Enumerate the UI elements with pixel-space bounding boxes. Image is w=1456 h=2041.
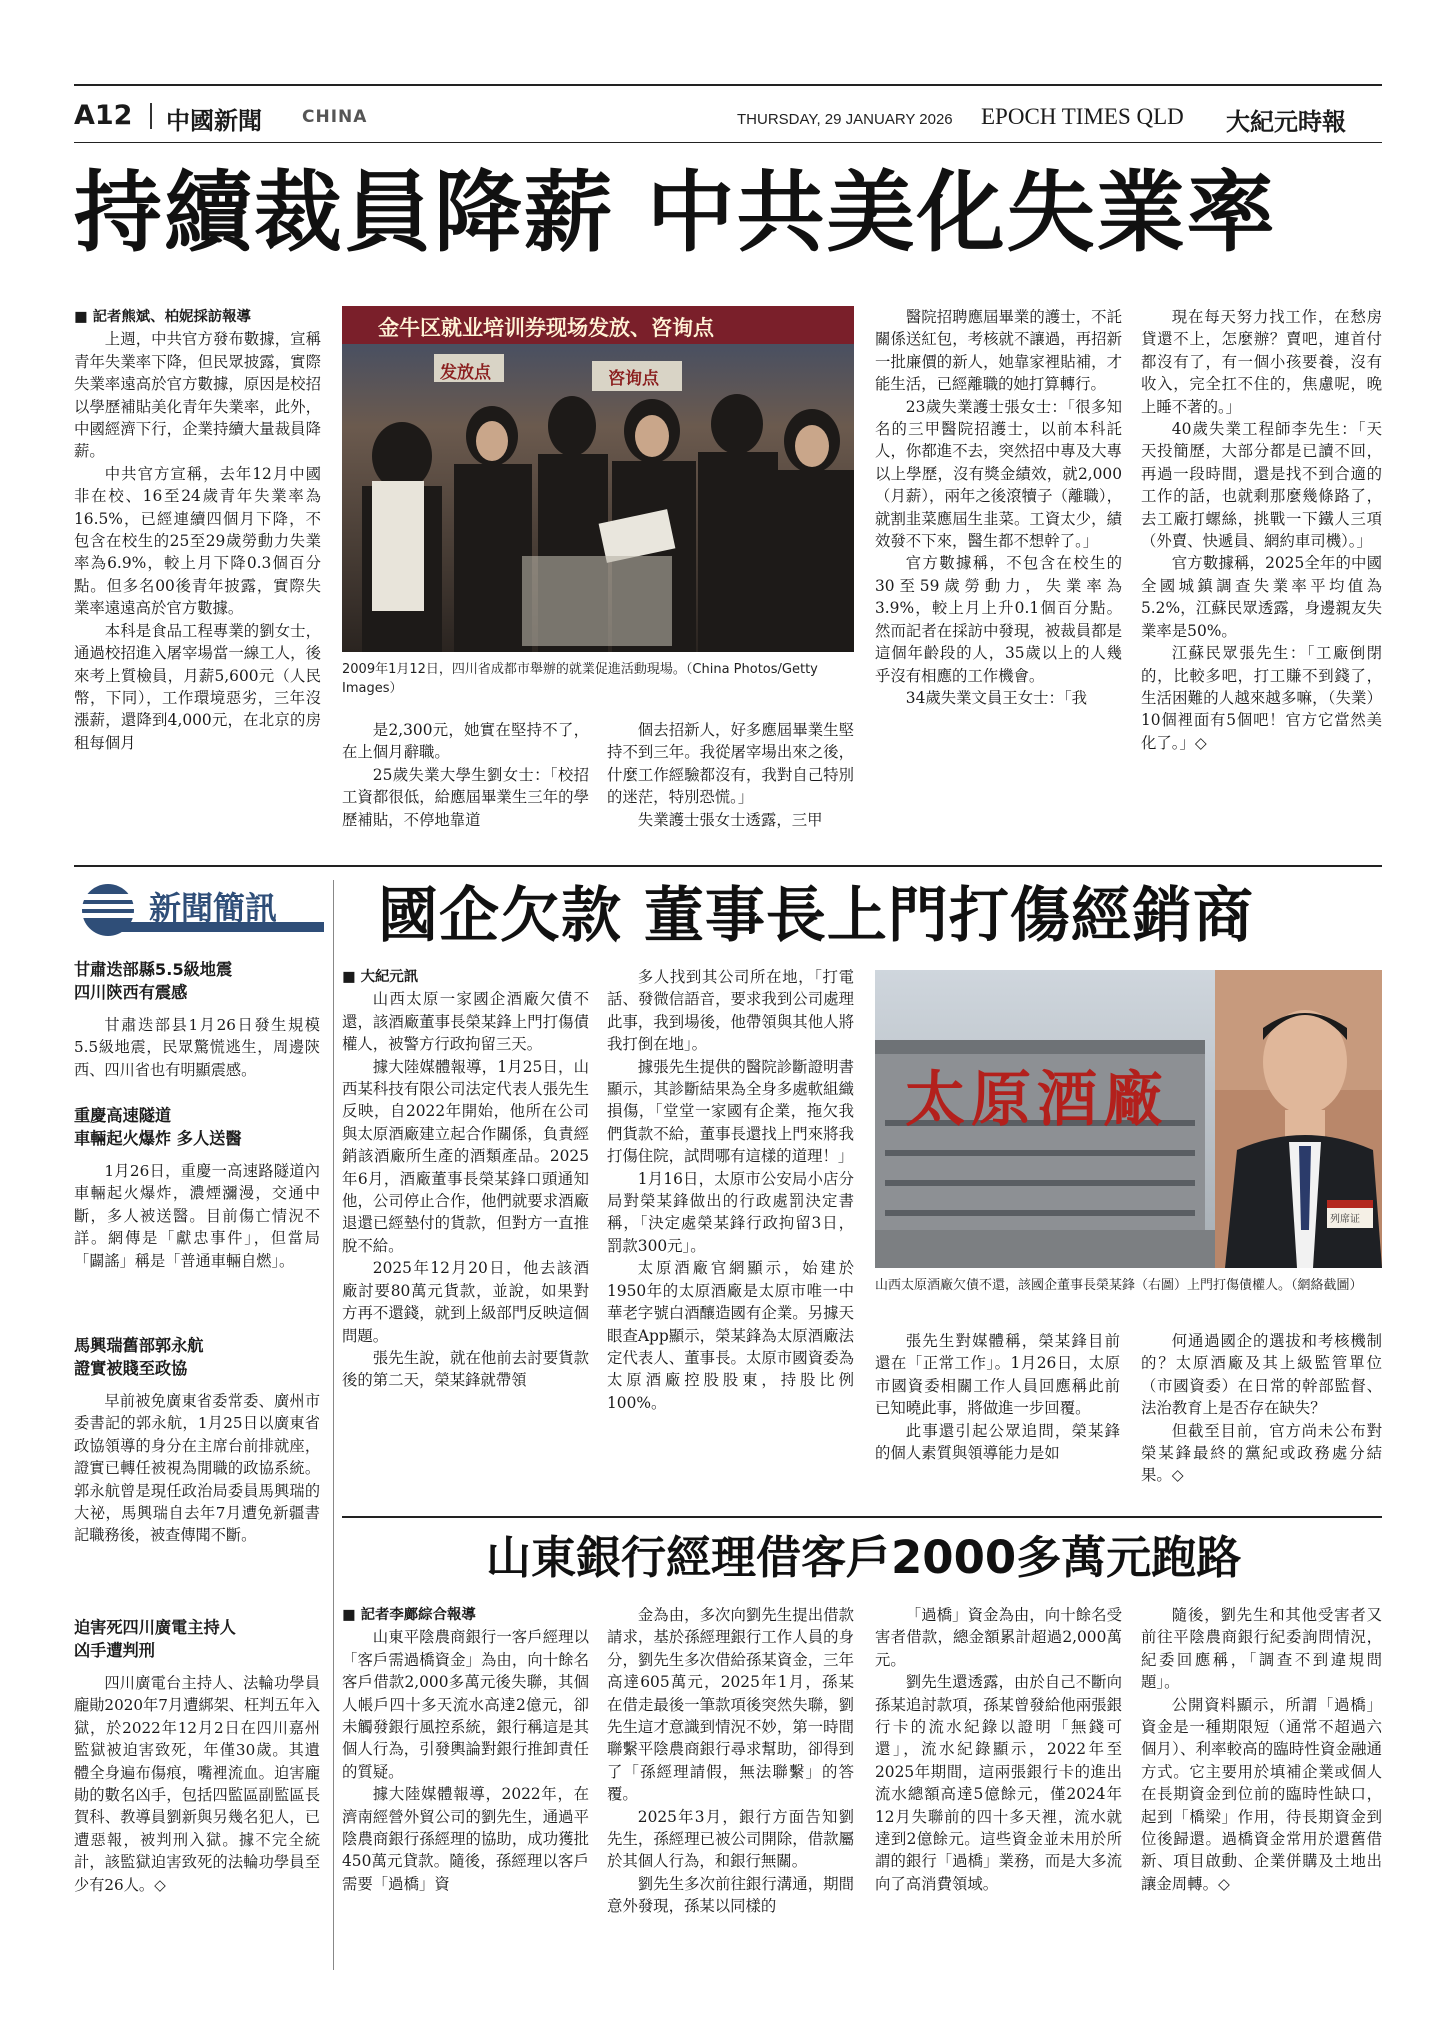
- photo-sign-text: 太原酒廠: [905, 1065, 1169, 1135]
- section-title-en: CHINA: [302, 107, 368, 127]
- article3-paragraph: 2025年3月，銀行方面告知劉先生，孫經理已被公司開除，借款屬於其個人行為，和銀行無關。: [607, 1807, 854, 1871]
- article2-photo: [875, 970, 1382, 1268]
- masthead-en: EPOCH TIMES QLD: [981, 104, 1184, 129]
- article3-paragraph: 劉先生還透露，由於自己不斷向孫某追討款項，孫某曾發給他兩張銀行卡的流水紀錄以證明「無錢可還」，流水紀錄顯示，2022年至2025年期間，這兩張銀行卡的進出流水總額高達5億餘元，僅2024年12月失聯前的四十多天裡，流水就達到2億餘元。這些資金並未用於所謂的銀行「過橋」業務，而是大多流向了高消費領域。: [875, 1673, 1122, 1893]
- article2-photo-caption: 山西太原酒廠欠債不還，該國企董事長榮某鋒（右圖）上門打傷債權人。（網絡截圖）: [875, 1278, 1363, 1293]
- brief-title: 迫害死四川廣電主持人: [74, 1618, 236, 1637]
- article3-column-4: [1141, 1604, 1382, 1970]
- photo-banner-text: 金牛区就业培训券现场发放、咨询点: [378, 316, 714, 340]
- article1-photo: [342, 306, 854, 652]
- briefs-title: 新聞簡訊: [149, 889, 278, 927]
- brief-title: 凶手遭判刑: [74, 1641, 155, 1660]
- article1-paragraph: 40歲失業工程師李先生：「天天投簡歷，大部分都是已讀不回，再過一段時間，還是找不到合適的工作的話，也就剩那麼幾條路了，去工廠打螺絲，挑戰一下鐵人三項（外賣、快遞員、網約車司機）。」: [1141, 420, 1382, 551]
- article2-paragraph: 1月16日，太原市公安局小店分局對榮某鋒做出的行政處罰決定書稱，「決定處榮某鋒行政拘留3日，罰款300元」。: [607, 1169, 854, 1255]
- article1-paragraph: 個去招新人，好多應屆畢業生堅持不到三年。我從屠宰場出來之後，什麼工作經驗都沒有，我對自己特別的迷茫，特別恐慌。」: [607, 721, 854, 807]
- brief-title: 車輛起火爆炸 多人送醫: [74, 1129, 242, 1148]
- article1-column-1: [74, 306, 321, 852]
- article1-column-4: [875, 306, 1122, 854]
- article3-column-1: [342, 1604, 589, 1970]
- article1-headline: 持續裁員降薪 中共美化失業率: [74, 161, 1277, 264]
- article3-column-2: [607, 1604, 854, 1970]
- article2-paragraph: 張先生說，就在他前去討要貨款後的第二天，榮某鋒就帶領: [342, 1348, 589, 1390]
- article1-paragraph: 失業護士張女士透露，三甲: [637, 810, 823, 829]
- article2-paragraph: 山西太原一家國企酒廠欠債不還，該酒廠董事長榮某鋒上門打傷債權人，被警方行政拘留三天。: [342, 990, 589, 1054]
- article2-headline: 國企欠款 董事長上門打傷經銷商: [378, 881, 1254, 951]
- article3-byline: ■ 記者李鄺綜合報導: [342, 1604, 589, 1626]
- article1-paragraph: 34歲失業文員王女士：「我: [905, 688, 1087, 707]
- section-rule: [74, 865, 1382, 867]
- brief-body: 甘肅迭部县1月26日發生規模5.5級地震，民眾驚慌逃生，周邊陝西、四川省也有明顯震感。: [74, 1016, 320, 1079]
- article3-paragraph: 山東平陰農商銀行一客戶經理以「客戶需過橋資金」為由，向十餘名客戶借款2,000多萬元後失聯，其個人帳戶四十多天流水高達2億元，卻未觸發銀行風控系統，銀行稱這是其個人行為，引發輿論對銀行推卸責任的質疑。: [342, 1628, 589, 1781]
- article1-paragraph: 現在每天努力找工作，在愁房貸還不上，怎麼辦？賣吧，連首付都沒有了，有一個小孩要養，沒有收入，完全扛不住的，焦慮呢，晚上睡不著的。」: [1141, 308, 1382, 416]
- section-rule: [342, 1516, 1382, 1518]
- page-number: A12: [74, 100, 133, 131]
- article3-paragraph: 劉先生多次前往銀行溝通，期間意外發現，孫某以同樣的: [607, 1874, 854, 1916]
- article1-paragraph: 是2,300元，她實在堅持不了，在上個月辭職。: [342, 721, 589, 762]
- article2-paragraph: 多人找到其公司所在地，「打電話、發微信語音，要求我到公司處理此事，我到場後，他帶領與其他人將我打倒在地」。: [607, 968, 854, 1054]
- article3-paragraph: 金為由，多次向劉先生提出借款請求，基於孫經理銀行工作人員的身分，劉先生多次借給孫某資金，三年高達605萬元，2025年1月，孫某在借走最後一筆款項後突然失聯，劉先生這才意識到情況不妙，第一時間聯繫平陰農商銀行尋求幫助，卻得到了「孫經理請假，無法聯繫」的答覆。: [607, 1606, 854, 1804]
- article1-column-3: [607, 719, 854, 854]
- article2-paragraph: 2025年12月20日，他去該酒廠討要80萬元貨款，並說，如果對方再不還錢，就到上級部門反映這個問題。: [342, 1259, 589, 1345]
- brief-body: 四川廣電台主持人、法輪功學員龐勛2020年7月遭綁架、枉判五年入獄，於2022年12月2日在四川嘉州監獄被迫害致死，年僅30歲。其遺體全身遍布傷痕，嘴裡流血。迫害龐勛的數名凶手，包括四監區副監區長賀科、教導員劉新與另幾名犯人，已遭惡報，被判刑入獄。據不完全統計，該監獄迫害致死的法輪功學員至少有26人。◇: [74, 1674, 320, 1894]
- brief-title: 甘肅迭部縣5.5級地震: [74, 960, 233, 979]
- brief-title: 馬興瑞舊部郭永航: [74, 1336, 204, 1355]
- article1-paragraph: 官方數據稱，不包含在校生的30至59歲勞動力，失業率為3.9%，較上月上升0.1個百分點。然而記者在採訪中發現，被裁員都是這個年齡段的人，35歲以上的人幾乎沒有相應的工作機會。: [875, 554, 1122, 685]
- article2-paragraph: 據張先生提供的醫院診斷證明書顯示，其診斷結果為全身多處軟組織損傷，「堂堂一家國有企業，拖欠我們貨款不給，董事長還找上門來將我打傷住院，試問哪有這樣的道理！」: [607, 1057, 854, 1166]
- article1-photo-caption: 2009年1月12日，四川省成都市舉辦的就業促進活動現場。（China Photos/Getty Images）: [342, 662, 818, 696]
- brief-title: 重慶高速隧道: [74, 1106, 172, 1125]
- article2-paragraph: 但截至目前，官方尚未公布對榮某鋒最終的黨紀或政務處分結果。◇: [1141, 1421, 1382, 1485]
- article1-column-2: [342, 719, 589, 854]
- article1-paragraph: 中共官方宣稱，去年12月中國非在校、16至24歲青年失業率為16.5%，已經連續四個月下降，不包含在校生的25至29歲勞動力失業率為6.9%，較上月下降0.3個百分點。但多名00後青年披露，實際失業率遠遠高於官方數據。: [74, 464, 321, 618]
- article1-paragraph: 官方數據稱，2025全年的中國全國城鎮調查失業率平均值為5.2%，江蘇民眾透露，身邊親友失業率是50%。: [1141, 554, 1382, 640]
- section-title: 中國新聞: [166, 107, 262, 135]
- article3-column-3: [875, 1604, 1122, 1970]
- article2-column-2: [607, 966, 854, 1506]
- photo-sign-text: 咨询点: [608, 369, 659, 389]
- brief-item: [74, 1104, 320, 1272]
- masthead-zh: 大紀元時報: [1226, 107, 1346, 136]
- photo-badge-text: 列席证: [1330, 1214, 1360, 1225]
- brief-body: 早前被免廣東省委常委、廣州市委書記的郭永航，1月25日以廣東省政協領導的身分在主席台前排就座，證實已轉任被視為閒職的政協系統。郭永航曾是現任政治局委員馬興瑞的大祕，馬興瑞自去年7月遭免新疆書記職務後，被查傳聞不斷。: [74, 1392, 320, 1545]
- article1-paragraph: 醫院招聘應屆畢業的護士，不託關係送紅包，考核就不讓過，再招新一批廉價的新人，她靠家裡貼補，才能生活，已經離職的她打算轉行。: [875, 308, 1122, 394]
- brief-title: 四川陝西有震感: [74, 983, 188, 1002]
- article1-paragraph: 23歲失業護士張女士：「很多知名的三甲醫院招護士，以前本科託人，你都進不去，突然招中專及大專以上學歷，沒有獎金績效，就2,000（月薪），兩年之後滾犢子（離職），就割韭菜應屆生韭菜。工資太少，績效發不下來，醫生都不想幹了。」: [875, 397, 1122, 551]
- article3-paragraph: 「過橋」資金為由，向十餘名受害者借款，總金額累計超過2,000萬元。: [875, 1606, 1122, 1669]
- article1-paragraph: 25歲失業大學生劉女士：「校招工資都很低，給應屆畢業生三年的學歷補貼，不停地靠道: [342, 765, 589, 829]
- brief-item: [74, 958, 320, 1081]
- brief-body: 1月26日，重慶一高速路隧道內車輛起火爆炸，濃煙瀰漫，交通中斷，多人被送醫。目前傷亡情況不詳。網傳是「獻忠事件」，但當局「闢謠」稱是「普通車輛自燃」。: [74, 1162, 320, 1270]
- header-top-rule: [74, 84, 1382, 86]
- article1-paragraph: 本科是食品工程專業的劉女士，通過校招進入屠宰場當一線工人，後來考上質檢員，月薪5,600元（人民幣，下同），工作環境惡劣，三年沒漲薪，還降到4,000元，在北京的房租每個月: [74, 621, 321, 752]
- brief-title: 證實被賤至政協: [74, 1359, 188, 1378]
- header-bottom-rule: [74, 142, 1382, 143]
- article3-headline: 山東銀行經理借客戶2000多萬元跑路: [486, 1531, 1242, 1584]
- article2-paragraph: 據大陸媒體報導，1月25日，山西某科技有限公司法定代表人張先生反映，自2022年開始，他所在公司與太原酒廠建立起合作關係，負責經銷該酒廠所生產的酒類產品。2025年6月，酒廠董事長榮某鋒口頭通知他，公司停止合作，他們就要求酒廠退還已經墊付的貨款，但對方一直推脫不給。: [342, 1057, 589, 1255]
- article3-paragraph: 隨後，劉先生和其他受害者又前往平陰農商銀行紀委詢問情況，紀委回應稱，「調查不到違規問題」。: [1141, 1606, 1382, 1692]
- article3-paragraph: 公開資料顯示，所謂「過橋」資金是一種期限短（通常不超過六個月）、利率較高的臨時性資金融通方式。它主要用於填補企業或個人在長期資金到位前的臨時性缺口，起到「橋梁」作用，待長期資金到位後歸還。過橋資金常用於還舊借新、項目啟動、企業併購及土地出讓金周轉。◇: [1141, 1695, 1382, 1893]
- article2-paragraph: 此事還引起公眾追問，榮某鋒的個人素質與領導能力是如: [875, 1421, 1120, 1463]
- article1-paragraph: 江蘇民眾張先生：「工廠倒閉的，比較多吧，打工賺不到錢了，生活困難的人越來越多嘛，（失業）10個裡面有5個吧！官方它當然美化了。」◇: [1141, 644, 1382, 752]
- article3-paragraph: 據大陸媒體報導，2022年，在濟南經營外貿公司的劉先生，通過平陰農商銀行孫經理的協助，成功獲批450萬元貸款。隨後，孫經理以客戶需要「過橋」資: [342, 1785, 589, 1893]
- article2-paragraph: 太原酒廠官網顯示，始建於1950年的太原酒廠是太原市唯一中華老字號白酒釀造國有企業。另據天眼查App顯示，榮某鋒為太原酒廠法定代表人、董事長。太原市國資委為太原酒廠控股股東，持股比例100%。: [607, 1259, 854, 1412]
- article2-paragraph: 何通過國企的選拔和考核機制的？太原酒廠及其上級監管單位（市國資委）在日常的幹部監督、法治教育上是否存在缺失？: [1141, 1332, 1382, 1418]
- article2-paragraph: 張先生對媒體稱，榮某鋒目前還在「正常工作」。1月26日，太原市國資委相關工作人員回應稱此前已知曉此事，將做進一步回覆。: [875, 1332, 1120, 1418]
- photo-sign-text: 发放点: [440, 363, 491, 383]
- article1-paragraph: 上週，中共官方發布數據，宣稱青年失業率下降，但民眾披露，實際失業率遠高於官方數據，原因是校招以學歷補貼美化青年失業率，此外，中國經濟下行，企業持續大量裁員降薪。: [74, 330, 321, 461]
- sidebar-divider: [333, 880, 334, 1970]
- brief-item: [74, 1334, 320, 1547]
- brief-item: [74, 1616, 320, 1896]
- job-fair-crowd-image: [342, 306, 854, 652]
- article2-column-3: [875, 1330, 1120, 1506]
- header-divider: [150, 103, 152, 129]
- article1-column-5: [1141, 306, 1382, 854]
- article2-column-4: [1141, 1330, 1382, 1506]
- article2-column-1: [342, 966, 589, 1506]
- issue-date: THURSDAY, 29 JANUARY 2026: [737, 111, 953, 128]
- article1-byline: ■ 記者熊斌、柏妮採訪報導: [74, 306, 321, 328]
- article2-byline: ■ 大紀元訊: [342, 966, 589, 988]
